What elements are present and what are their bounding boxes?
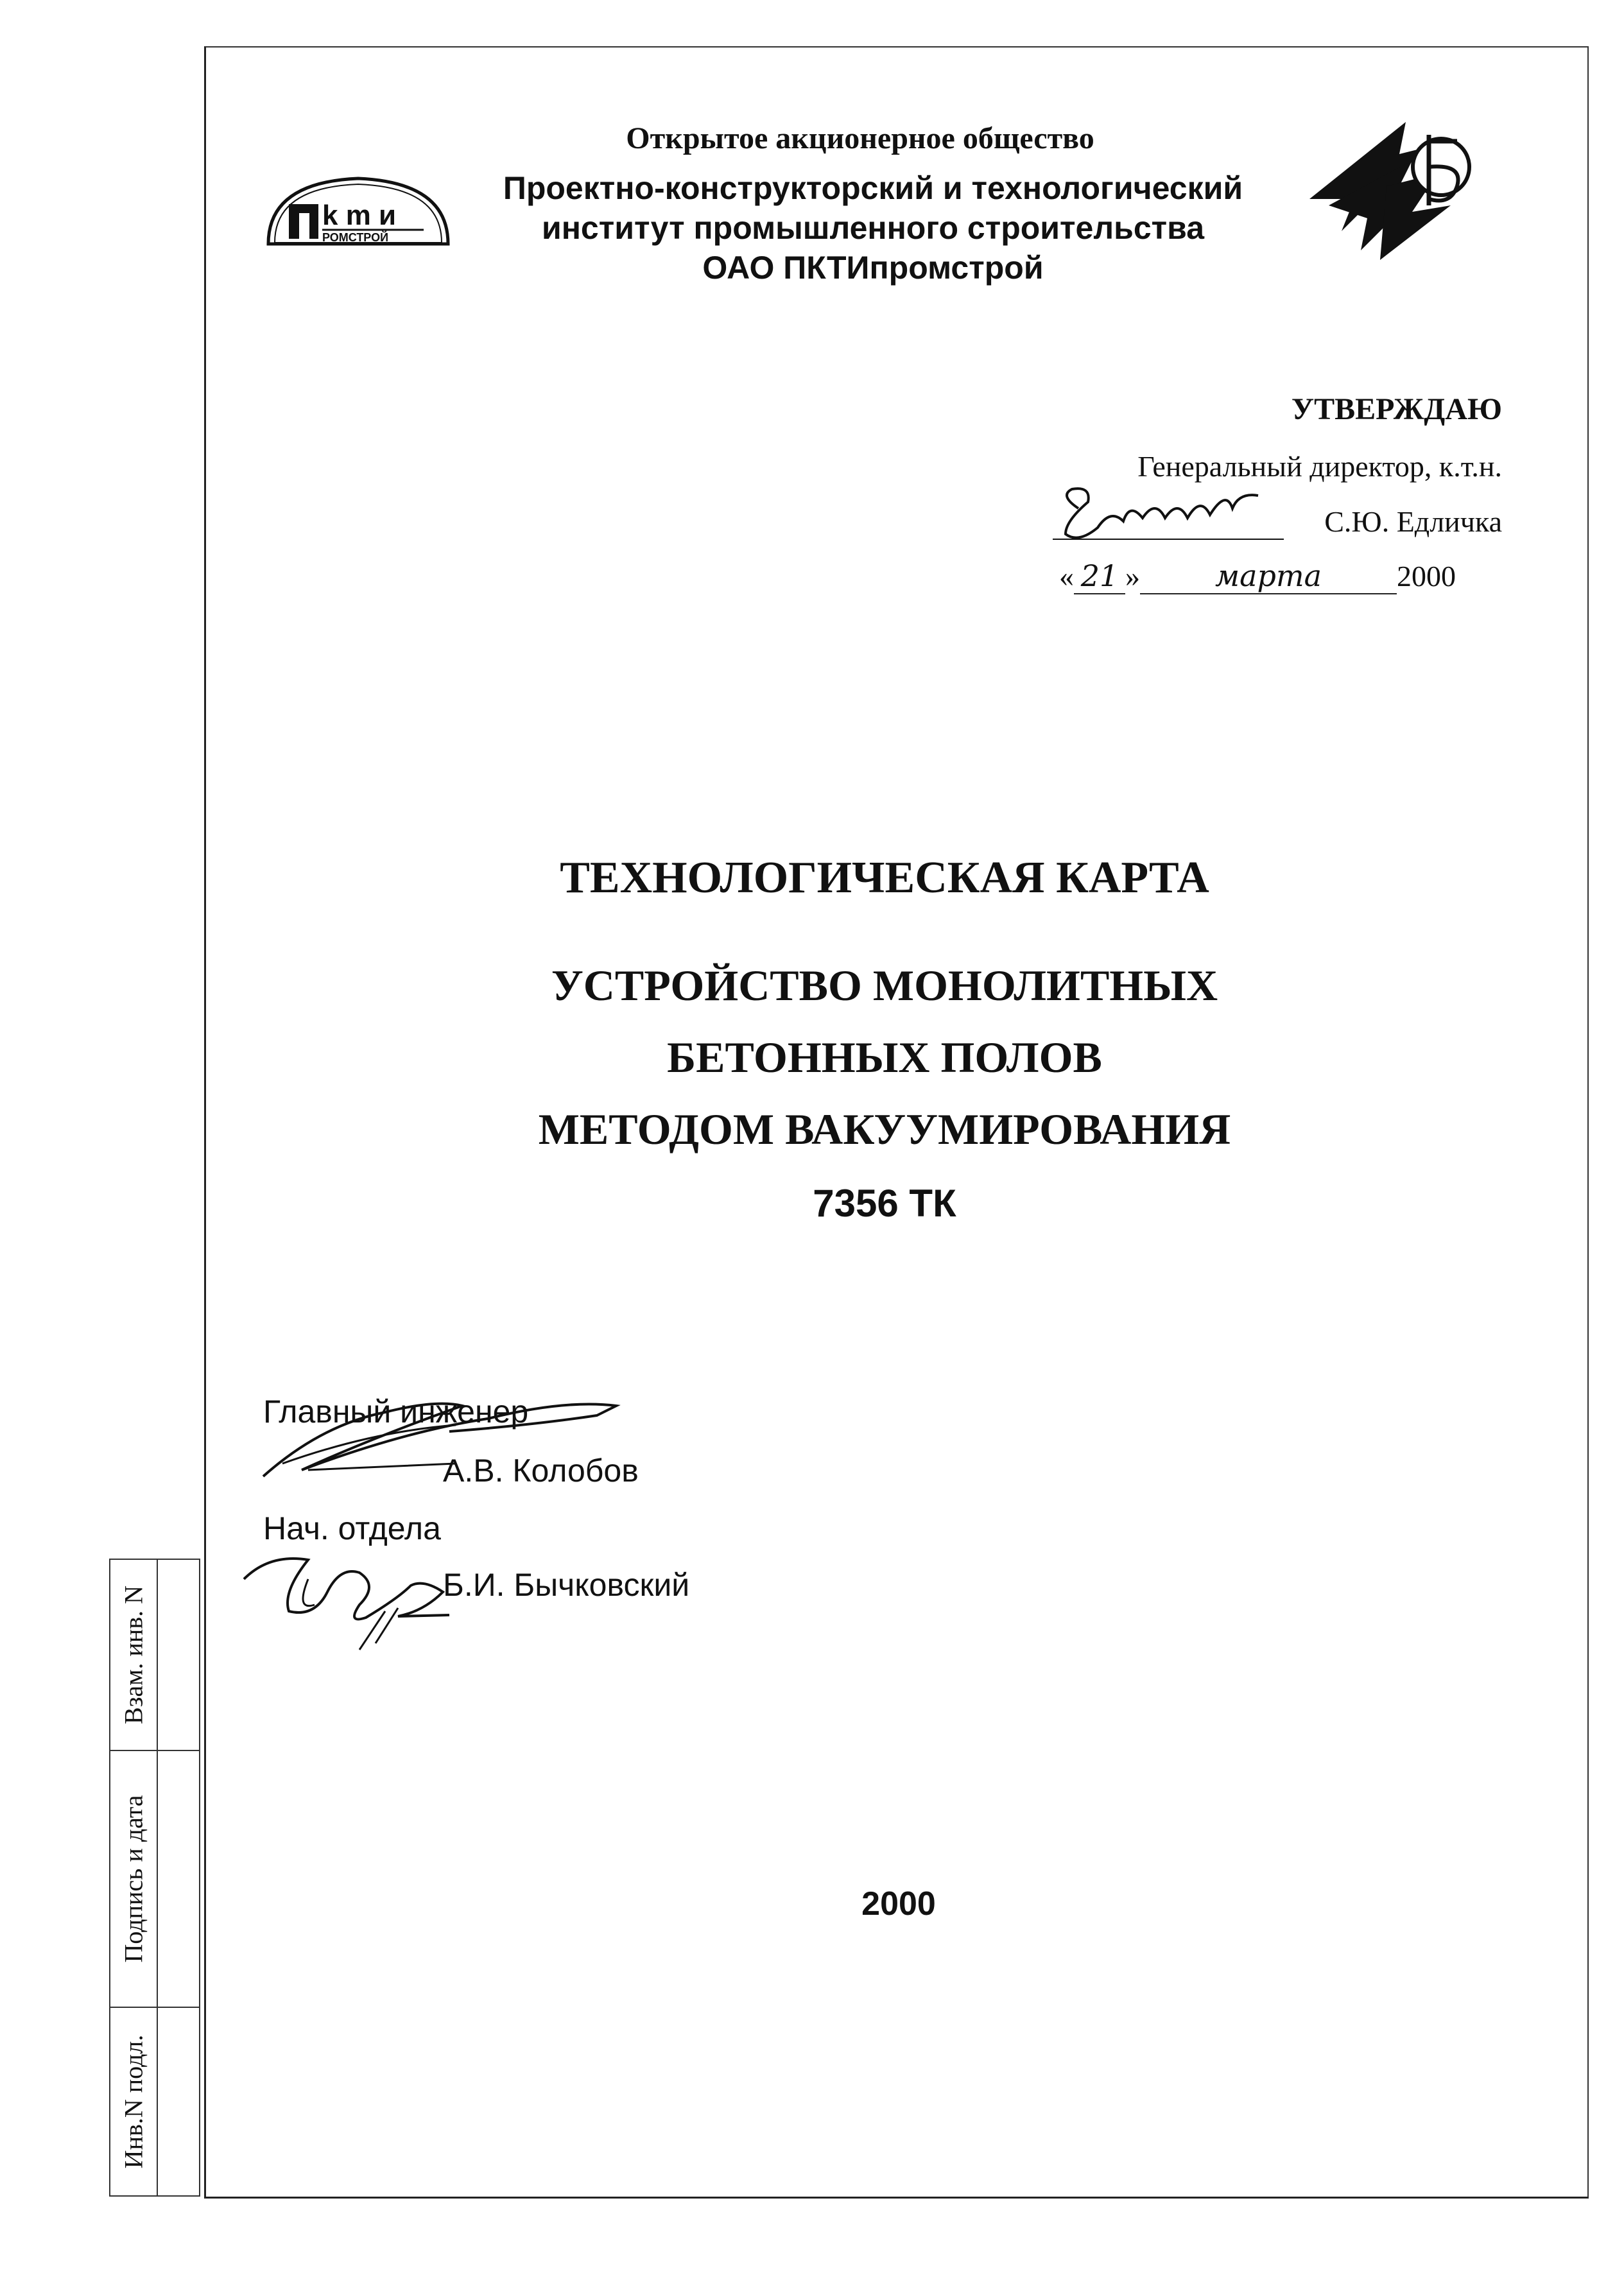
document-title-line2: БЕТОННЫХ ПОЛОВ — [667, 1033, 1102, 1082]
department-head-title: Нач. отдела — [263, 1510, 441, 1546]
stamp-label-original-inv: Инв.N подл. — [119, 2034, 148, 2169]
date-open-quote: « — [1059, 560, 1074, 592]
approval-position: Генеральный директор, к.т.н. — [1137, 450, 1502, 483]
document-type: ТЕХНОЛОГИЧЕСКАЯ КАРТА — [560, 853, 1209, 903]
department-head-name: Б.И. Бычковский — [443, 1567, 690, 1603]
approval-name: С.Ю. Едличка — [1324, 505, 1502, 538]
chief-engineer-name: А.В. Колобов — [443, 1453, 639, 1489]
stamp-label-signature-date: Подпись и дата — [119, 1795, 148, 1963]
chief-engineer-title: Главный инженер — [263, 1394, 529, 1430]
date-day: 21 — [1074, 558, 1125, 594]
organization-type: Открытое акционерное общество — [626, 121, 1094, 155]
stamp-label-replacement-inv: Взам. инв. N — [119, 1585, 148, 1725]
document-year: 2000 — [861, 1885, 936, 1923]
approval-date — [1059, 558, 1502, 594]
date-close-quote: » — [1125, 560, 1140, 592]
stamp-cell-replacement-inv — [109, 1559, 200, 1751]
stamp-cell-signature-date — [109, 1750, 200, 2008]
ministry-emblem-logo — [1303, 109, 1489, 270]
institute-name-line2: институт промышленного строительства — [541, 210, 1205, 246]
document-title-line1: УСТРОЙСТВО МОНОЛИТНЫХ — [551, 961, 1218, 1010]
date-year: 2000 — [1397, 560, 1456, 592]
department-head-signature — [231, 1541, 475, 1656]
stamp-cell-original-inv — [109, 2007, 200, 2197]
svg-text:РОМСТРОЙ: РОМСТРОЙ — [322, 231, 389, 244]
svg-text:k m и: k m и — [322, 200, 397, 231]
document-code: 7356 ТК — [813, 1182, 956, 1225]
approval-title: УТВЕРЖДАЮ — [1291, 392, 1502, 426]
date-month: марта — [1140, 558, 1397, 594]
document-title-line3: МЕТОДОМ ВАКУУМИРОВАНИЯ — [538, 1105, 1231, 1154]
pktipromstroy-logo — [255, 168, 461, 252]
institute-name-line1: Проектно-конструкторский и технологический — [503, 170, 1243, 206]
institute-name-line3: ОАО ПКТИпромстрой — [702, 250, 1044, 286]
